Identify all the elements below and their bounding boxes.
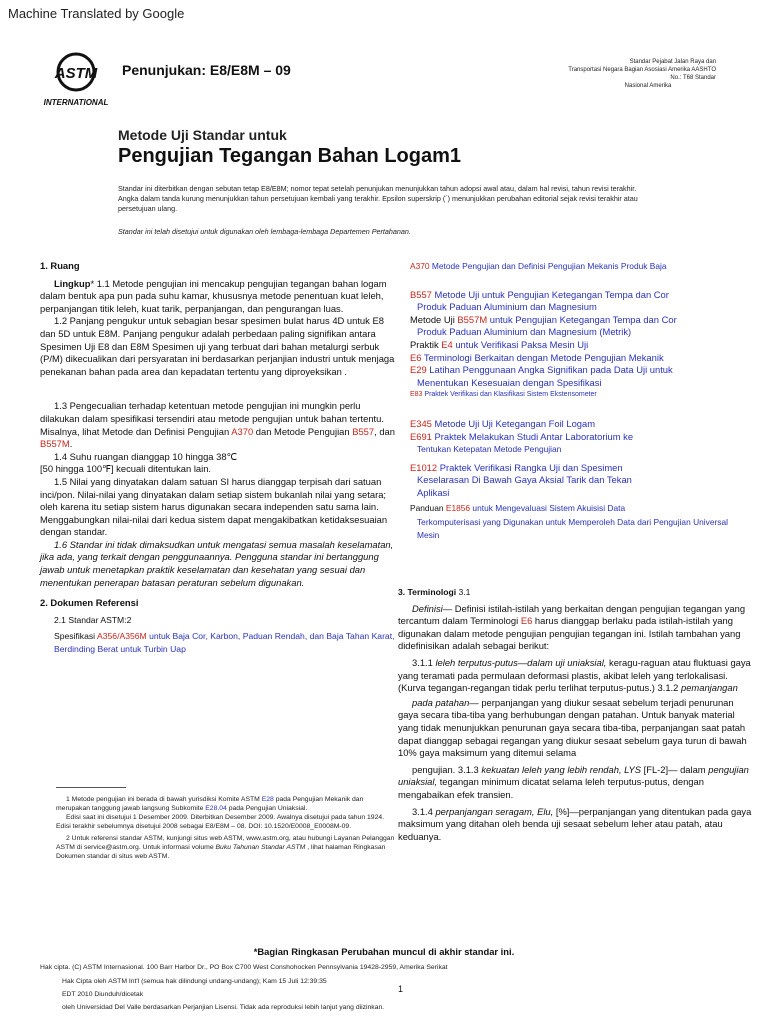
paragraph-text: keragu-raguan atau fluktuasi gaya yang teramati pada permulaan deformasi plastis, akibat leleh yang terlokalisasi. (Kurva tegangan-regangan tidak perlu terlihat terputus-putus.) 3.1.2 bbox=[398, 656, 751, 694]
ref-item-b557 bbox=[410, 289, 765, 302]
ref-link-e28-04[interactable]: E28.04 bbox=[205, 805, 227, 812]
ref-item-e83 bbox=[410, 389, 765, 402]
left-column bbox=[40, 260, 395, 656]
ref-link-a356[interactable]: A356/A356M bbox=[97, 631, 147, 642]
ref-item-b557m bbox=[410, 314, 765, 327]
section-2-heading: 2. Dokumen Referensi bbox=[40, 597, 139, 609]
ref-title-cont: Menentukan Kesesuaian dengan Spesifikasi bbox=[417, 376, 602, 388]
footnote-text: pada Pengujian Mekanik dan merupakan tanggung jawab langsung Subkomite bbox=[56, 796, 364, 812]
paragraph-text: 3.1.4 bbox=[412, 805, 436, 817]
standard-line: Standar Pejabat Jalan Raya dan bbox=[629, 59, 716, 65]
ref-title: Praktek Melakukan Studi Antar Laboratorium ke bbox=[431, 430, 634, 442]
ref-lead: Metode Uji bbox=[410, 313, 458, 325]
ref-item-e4 bbox=[410, 339, 765, 352]
paragraph-text: — perpanjangan yang diukur sesaat sebelum terjadi penurunan gaya secara tiba-tiba yang berhubungan dengan patahan. Untuk banyak material yang tidak menunjukkan penurunan gaya secara tiba-tiba, perpanjangan saat patah dapat dianggap sebagai regangan yang diukur sesaat sebelum gaya turun di bawah 10% gaya maksimum yang ditemui selama bbox=[398, 696, 747, 759]
ref-item-e1856 bbox=[410, 502, 765, 515]
machine-translated-banner: Machine Translated by Google bbox=[8, 6, 185, 21]
standard-line: No.: T68 Standar bbox=[670, 75, 716, 81]
term-label: pada patahan bbox=[412, 696, 470, 708]
ref-code[interactable]: E6 bbox=[410, 351, 422, 363]
svg-text:ASTM: ASTM bbox=[54, 65, 98, 82]
paragraph-text: [%]—perpanjangan yang ditentukan pada gaya maksimum yang ditahan oleh benda uji sesaat sebelum leher atau patah, atau keduanya. bbox=[398, 805, 752, 842]
ref-code[interactable]: A370 bbox=[410, 261, 430, 271]
scope-lead: Lingkup bbox=[54, 277, 91, 289]
ref-title: Metode Uji untuk Pengujian Ketegangan Tempa dan Cor bbox=[431, 288, 669, 300]
section-3-heading-line bbox=[398, 586, 756, 599]
paragraph-text: tegangan minimum dicatat selama leleh terputus-putus, dengan mengabaikan efek transien. bbox=[398, 776, 704, 800]
ref-title-cont: Produk Paduan Aluminium dan Magnesium bbox=[417, 301, 597, 313]
ref-lead: Praktik bbox=[410, 338, 442, 350]
standard-line: Transportasi Negara Bagian Asosiasi Amerika AASHTO bbox=[568, 67, 716, 73]
ref-link-e6[interactable]: E6 bbox=[520, 615, 533, 627]
ref-title-cont: Tentukan Ketepatan Metode Pengujian bbox=[417, 444, 562, 455]
paragraph-3-1-2 bbox=[398, 697, 756, 760]
intro-paragraph: Standar ini diterbitkan dengan sebutan tetap E8/E8M; nomor tepat setelah penunjukan menunjukkan tahun adopsi awal atau, dalam hal revisi, tahun revisi terakhir. Angka dalam tanda kurung menunjukkan tahun persetujuan kembali yang terakhir. Epsilon superskrip (´) menunjukkan perubahan editorial sejak revisi terakhir atau persetujuan ulang. bbox=[118, 184, 638, 213]
ref-title: Metode Pengujian dan Definisi Pengujian Mekanis Produk Baja bbox=[429, 261, 667, 271]
paragraph-text: [FL-2]— dalam bbox=[641, 763, 709, 775]
ref-code[interactable]: B557 bbox=[410, 288, 432, 300]
paragraph-1-3-text: 1.3 Pengecualian terhadap ketentuan metode pengujian ini mungkin perlu dilakukan dalam spesifikasi tersendiri atau metode pengujian untuk bahan tertentu. Misalnya, lihat Metode dan Definisi Pengujian bbox=[40, 400, 384, 437]
ref-link-b557m[interactable]: B557M bbox=[40, 438, 70, 450]
paragraph-1-3-text: , dan bbox=[374, 425, 395, 437]
ref-title: untuk Mengevaluasi Sistem Akuisisi Data bbox=[470, 502, 626, 513]
spec-text: untuk Baja Cor, Karbon, Paduan Rendah, dan Baja Tahan Karat, Berdinding Berat untuk Turbin Uap bbox=[54, 631, 395, 655]
document-subtitle: Metode Uji Standar untuk bbox=[118, 127, 287, 143]
ref-link-b557[interactable]: B557 bbox=[352, 425, 375, 437]
paragraph-3-1-4 bbox=[398, 806, 756, 844]
footnote-book-title: Buku Tahunan Standar ASTM bbox=[215, 844, 306, 851]
paragraph-1-4b: [50 hingga 100℉] kecuali ditentukan lain. bbox=[40, 463, 212, 475]
ref-title-cont: Terkomputerisasi yang Digunakan untuk Memperoleh Data dari Pengujian Universal bbox=[417, 517, 728, 528]
standard-line: Nasional Amerika bbox=[624, 83, 672, 89]
paragraph-1-3-text: dan Metode Pengujian bbox=[253, 425, 353, 437]
ref-item-e29 bbox=[410, 364, 765, 377]
ref-title: Terminologi Berkaitan dengan Metode Pengujian Mekanik bbox=[421, 351, 664, 363]
section-3-num: 3.1 bbox=[456, 587, 471, 597]
paragraph-2-1: 2.1 Standar ASTM:2 bbox=[54, 614, 132, 625]
paragraph-3-1-3 bbox=[398, 764, 756, 802]
paragraph-1-2: 1.2 Panjang pengukur untuk sebagian besar spesimen bulat harus 4D untuk E8 dan 5D untuk E8M. Panjang pengukur adalah perbedaan paling signifikan antara Spesimen Uji E8 dan E8M Spesimen uji yang terbuat dari bahan metalurgi serbuk (P/M) dikecualikan dari persyaratan ini berdasarkan perjanjian industri untuk menjaga penekanan bahan pada area dan kepadatan tertentu yang diproyeksikan . bbox=[40, 315, 395, 377]
footnote-1 bbox=[56, 795, 396, 813]
footnote-2 bbox=[56, 834, 396, 861]
footnote-text: , lihat halaman Ringkasan Dokumen standar di situs web ASTM. bbox=[56, 844, 386, 860]
paragraph-text: pengujian. 3.1.3 bbox=[412, 763, 482, 775]
download-line: Hak Cipta oleh ASTM Int'l (semua hak dilindungi undang-undang); Kam 15 Juli 12:39:35 bbox=[62, 978, 327, 985]
download-line: EDT 2010 Diunduh/dicetak bbox=[62, 991, 144, 998]
term-label: kekuatan leleh yang lebih rendah, LYS bbox=[481, 763, 642, 775]
footnote-text: pada Pengujian Uniaksial. bbox=[226, 805, 308, 812]
spec-a356 bbox=[40, 630, 395, 655]
ref-title-cont: Aplikasi bbox=[417, 486, 450, 498]
ref-code[interactable]: E29 bbox=[410, 364, 427, 376]
ref-code[interactable]: B557M bbox=[457, 313, 488, 325]
ref-title: Metode Uji Uji Ketegangan Foil Logam bbox=[431, 417, 596, 429]
ref-title-cont: Mesin bbox=[417, 529, 440, 540]
astm-logo bbox=[40, 48, 112, 108]
paragraph-text: — Definisi istilah-istilah yang berkaitan dengan pengujian tegangan yang tercantum dalam Terminologi bbox=[398, 602, 746, 627]
term-label: Definisi bbox=[412, 602, 443, 614]
ref-link-a370[interactable]: A370 bbox=[231, 425, 254, 437]
ref-code[interactable]: E4 bbox=[441, 338, 453, 350]
footnote-divider bbox=[56, 787, 126, 788]
page-number: 1 bbox=[398, 984, 404, 994]
ref-link-e28[interactable]: E28 bbox=[261, 796, 274, 803]
ref-item-e6 bbox=[410, 352, 765, 365]
copyright-line: Hak cipta. (C) ASTM Internasional. 100 Barr Harbor Dr., PO Box C700 West Conshohocken Pennsylvania 19428-2959, Amerika Serikat bbox=[40, 964, 448, 971]
ref-code[interactable]: E1856 bbox=[445, 502, 471, 513]
ref-title-cont: Keselarasan Di Bawah Gaya Aksial Tarik dan Tekan bbox=[417, 474, 632, 486]
document-title: Pengujian Tegangan Bahan Logam1 bbox=[118, 145, 462, 167]
paragraph-1-1-text: * 1.1 Metode pengujian ini mencakup pengujian tegangan bahan logam dalam bentuk apa pun pada suhu kamar, khususnya metode penentuan kuat leleh, perpanjangan titik leleh, kuat tarik, perpanjangan, dan pengurangan luas. bbox=[40, 277, 387, 314]
designation: Penunjukan: E8/E8M – 09 bbox=[122, 62, 291, 78]
right-column bbox=[410, 260, 765, 541]
standard-info bbox=[540, 58, 716, 90]
ref-item-e1012 bbox=[410, 462, 765, 475]
paragraph-1-6: 1.6 Standar ini tidak dimaksudkan untuk mengatasi semua masalah keselamatan, jika ada, yang terkait dengan penggunaannya. Pengguna standar ini bertanggung jawab untuk menetapkan praktik keselamatan dan kesehatan yang sesuai dan menentukan penerapan batasan peraturan sebelum digunakan. bbox=[40, 538, 394, 588]
ref-title: Latihan Penggunaan Angka Signifikan pada Data Uji untuk bbox=[426, 364, 673, 376]
footnotes bbox=[56, 795, 396, 861]
footnote-text: 1 Metode pengujian ini berada di bawah yurisdiksi Komite ASTM bbox=[66, 796, 262, 803]
ref-title: untuk Pengujian Ketegangan Tempa dan Cor bbox=[487, 313, 677, 325]
paragraph-text: harus dianggap berlaku pada istilah-istilah yang digunakan dalam metode pengujian pengujian tegangan ini. Istilah tambahan yang didefinisikan adalah sebagai berikut: bbox=[398, 615, 741, 652]
footnote-text: 2 Untuk referensi standar ASTM, kunjungi situs web ASTM, www.astm.org, atau hubungi Layanan Pelanggan ASTM di service@astm.org. Untuk informasi volume bbox=[56, 835, 395, 851]
license-line: oleh Universidad Del Valle berdasarkan Perjanjian Lisensi. Tidak ada reproduksi lebih lanjut yang diizinkan. bbox=[62, 1004, 385, 1011]
footnote-1-edition: Edisi saat ini disetujui 1 Desember 2009. Diterbitkan Desember 2009. Awalnya disetujui pada tahun 1924. Edisi terakhir sebelumnya disetujui 2008 sebagai E8/E8M – 08. DOI: 10.1520/E0008_E0008M-09. bbox=[56, 814, 385, 830]
spec-lead: Spesifikasi bbox=[54, 631, 97, 642]
term-label: pengujian uniaksial, bbox=[398, 763, 749, 788]
paragraph-1-4a: 1.4 Suhu ruangan dianggap 10 hingga 38℃ bbox=[54, 450, 238, 462]
term-label: pemanjangan bbox=[681, 682, 738, 694]
paragraph-1-5: 1.5 Nilai yang dinyatakan dalam satuan SI harus dianggap terpisah dari satuan inci/pon. Nilai-nilai yang dinyatakan dalam setiap sistem bukanlah nilai yang setara; oleh karena itu setiap sistem harus digunakan secara independen satu sama lain. Menggabungkan nilai-nilai dari kedua sistem dapat mengakibatkan ketidaksesuaian dengan standar. bbox=[40, 475, 388, 538]
section-1-heading: 1. Ruang bbox=[40, 260, 80, 271]
ref-lead: Panduan bbox=[410, 502, 446, 513]
ref-code[interactable]: E83 bbox=[410, 391, 423, 399]
ref-item-a370 bbox=[410, 260, 765, 273]
term-label: leleh terputus-putus—dalam uji uniaksial, bbox=[435, 656, 607, 668]
summary-of-changes-note: *Bagian Ringkasan Perubahan muncul di akhir standar ini. bbox=[253, 946, 515, 957]
paragraph-text: 3.1.1 bbox=[412, 656, 436, 668]
paragraph-3-1-1 bbox=[398, 657, 756, 695]
ref-code[interactable]: E1012 bbox=[410, 461, 438, 473]
term-label: perpanjangan seragam, Elu, bbox=[435, 805, 554, 817]
ref-title: Praktek Verifikasi dan Klasifikasi Sistem Ekstensometer bbox=[422, 391, 597, 399]
ref-code[interactable]: E691 bbox=[410, 430, 432, 442]
ref-title: Praktek Verifikasi Rangka Uji dan Spesimen bbox=[437, 461, 623, 473]
dod-approval-note: Standar ini telah disetujui untuk digunakan oleh lembaga-lembaga Departemen Pertahanan. bbox=[118, 227, 411, 236]
section-3-heading: 3. Terminologi bbox=[398, 587, 457, 597]
paragraph-1-1 bbox=[40, 278, 395, 316]
section-3 bbox=[398, 586, 756, 843]
paragraph-3-1 bbox=[398, 603, 756, 653]
paragraph-1-3 bbox=[40, 400, 395, 450]
ref-item-e691 bbox=[410, 431, 765, 444]
ref-title: untuk Verifikasi Paksa Mesin Uji bbox=[452, 338, 589, 350]
ref-code[interactable]: E345 bbox=[410, 417, 432, 429]
ref-title-cont: Produk Paduan Aluminium dan Magnesium (Metrik) bbox=[417, 326, 632, 338]
paragraph-1-3-text: . bbox=[69, 438, 73, 450]
ref-item-e345 bbox=[410, 418, 765, 431]
svg-text:INTERNATIONAL: INTERNATIONAL bbox=[43, 98, 109, 107]
